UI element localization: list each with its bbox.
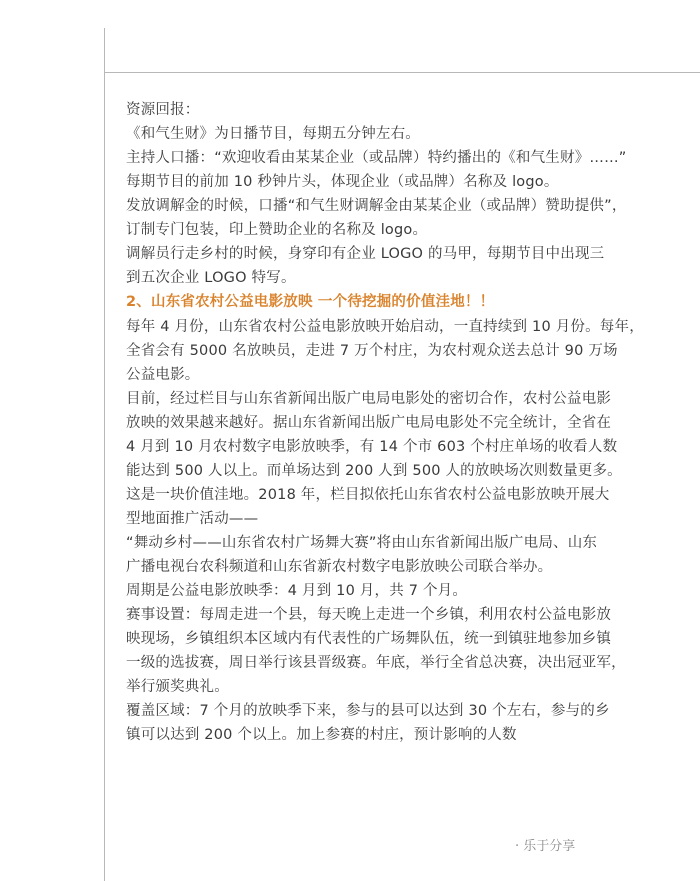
text-line: 公益电影。 xyxy=(126,367,200,383)
text-line: 这是一块价值洼地。2018 年，栏目拟依托山东省农村公益电影放映开展大 xyxy=(126,487,610,503)
watermark-text: · 乐于分享 xyxy=(515,839,576,854)
text-line: 一级的选拔赛，周日举行该县晋级赛。年底，举行全省总决赛，决出冠亚军， xyxy=(126,655,626,671)
left-margin-rule xyxy=(104,28,105,881)
text-line: 资源回报： xyxy=(126,102,200,118)
text-line: 发放调解金的时候，口播“和气生财调解金由某某企业（或品牌）赞助提供”， xyxy=(126,198,627,214)
text-line: 《和气生财》为日播节目，每期五分钟左右。 xyxy=(126,126,420,142)
top-margin-rule xyxy=(104,72,700,73)
text-line: 型地面推广活动—— xyxy=(126,511,259,527)
text-line: 举行颁奖典礼。 xyxy=(126,679,229,695)
text-line: 4 月到 10 月农村数字电影放映季，有 14 个市 603 个村庄单场的收看人数 xyxy=(126,439,618,455)
document-body xyxy=(126,98,646,747)
text-line: 赛事设置：每周走进一个县，每天晚上走进一个乡镇，利用农村公益电影放 xyxy=(126,607,612,623)
text-line: 广播电视台农科频道和山东省新农村数字电影放映公司联合举办。 xyxy=(126,559,553,575)
text-line: 每期节目的前加 10 秒钟片头，体现企业（或品牌）名称及 logo。 xyxy=(126,174,559,190)
text-line: “舞动乡村——山东省农村广场舞大赛”将由山东省新闻出版广电局、山东 xyxy=(126,535,598,551)
text-line: 镇可以达到 200 个以上。加上参赛的村庄，预计影响的人数 xyxy=(126,727,517,743)
text-line: 映现场，乡镇组织本区域内有代表性的广场舞队伍，统一到镇驻地参加乡镇 xyxy=(126,631,612,647)
text-line: 全省会有 5000 名放映员，走进 7 万个村庄，为农村观众送去总计 90 万场 xyxy=(126,343,618,359)
text-line: 调解员行走乡村的时候，身穿印有企业 LOGO 的马甲，每期节目中出现三 xyxy=(126,246,605,262)
text-line: 周期是公益电影放映季：4 月到 10 月，共 7 个月。 xyxy=(126,583,468,599)
text-line: 放映的效果越来越好。据山东省新闻出版广电局电影处不完全统计，全省在 xyxy=(126,415,612,431)
section-heading: 2、山东省农村公益电影放映 一个待挖掘的价值洼地！！ xyxy=(126,294,495,310)
text-line: 目前，经过栏目与山东省新闻出版广电局电影处的密切合作，农村公益电影 xyxy=(126,391,612,407)
text-line: 订制专门包装，印上赞助企业的名称及 logo。 xyxy=(126,222,428,238)
text-line: 覆盖区域：7 个月的放映季下来，参与的县可以达到 30 个左右，参与的乡 xyxy=(126,703,610,719)
text-line: 到五次企业 LOGO 特写。 xyxy=(126,270,296,286)
text-line: 能达到 500 人以上。而单场达到 200 人到 500 人的放映场次则数量更多。 xyxy=(126,463,622,479)
text-line: 每年 4 月份，山东省农村公益电影放映开始启动，一直持续到 10 月份。每年， xyxy=(126,319,644,335)
text-line: 主持人口播：“欢迎收看由某某企业（或品牌）特约播出的《和气生财》……” xyxy=(126,150,627,166)
